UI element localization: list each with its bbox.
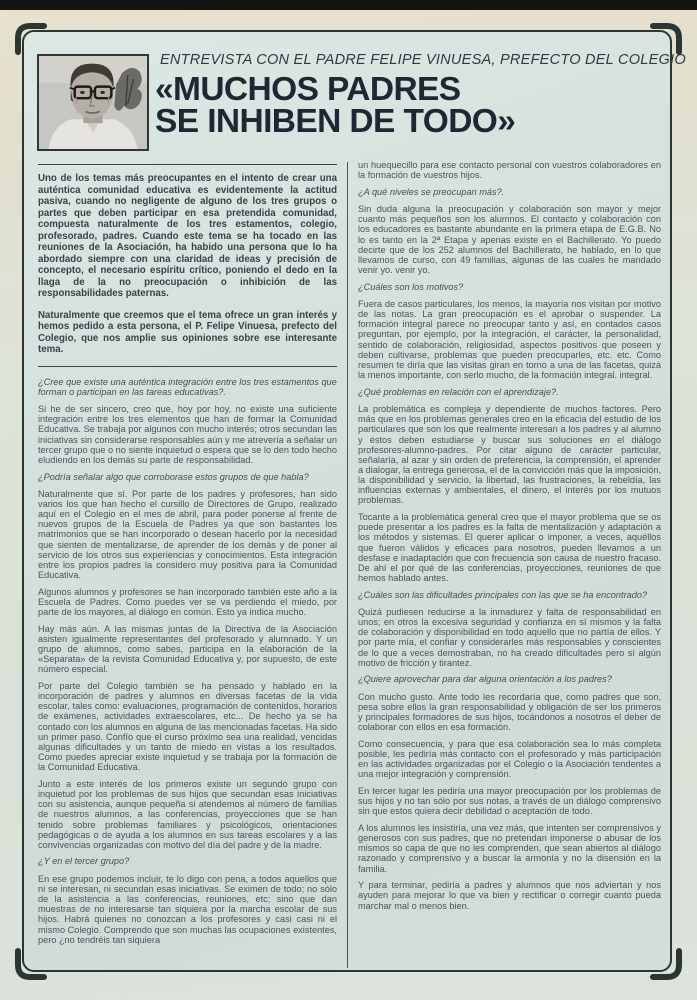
- frame-corner-ornament: [649, 22, 683, 56]
- column-divider-rule: [347, 162, 348, 968]
- interview-answer: un huequecillo para ese contacto personal con vuestros colaboradores en la formación de vuestros hijos.: [358, 160, 661, 181]
- interview-answer: Como consecuencia, y para que esa colaboración sea lo más completa posible, les pediría más contacto con el profesorado y más participación en las actividades organizadas por el Colegio o la Asociación tendentes a una mejor integración y comprensión.: [358, 738, 661, 780]
- interview-answer: Sin duda alguna la preocupación y colaboración son mayor y mejor cuanto más pequeños son los alumnos. El contacto y colaboración con los educadores es bastante abundante en la primera etapa de E.G.B. No lo es tanto en la 2ª Etapa y apenas existe en el Bachillerato. Yo puedo decirte que de los 252 alumnos del Bachillerato, he hablado, en lo que llevamos de curso, con 49 familias, algunas de las cuales he mandado venir yo. venir yo.: [358, 204, 661, 276]
- interview-answer: Quizá pudiesen reducirse a la inmadurez y falta de responsabilidad en unos; en otros la excesiva seguridad y confianza en sí mismos y la falta de colaboración y disponibilidad en todo aquello que no partía de ellos. Y por parte mía, el confiar y considerarles más responsables y conscientes de lo que a veces demostraban, no ha creado dificultades pero sí algún motivo de fricción y tirantez.: [358, 607, 661, 668]
- interview-answer: La problemática es compleja y dependiente de muchos factores. Pero más que en los problemas generales creo en la eficacia del estudio de los particulares que son los que realmente interesan a los padres y al alumno y éstos deben estudiarse y buscar sus soluciones en el diálogo profesores-alumno-padres. Por citar alguno de carácter particular, señalaría, al azar y sin orden de preferencia, la comprensión, el aprender a dialogar, la entrega generosa, el de la convicción más que la imposición, la disponibilidad y servicio, la libertad, las frustraciones, la rebeldía, las influencias externas y ambientales, el dinero, el interés por los mutuos problemas.: [358, 404, 661, 506]
- intro-bottom-rule: [38, 366, 337, 367]
- interview-question: ¿Cuáles son las dificultades principales con las que se ha encontrado?: [358, 589, 648, 600]
- interview-answer: En tercer lugar les pediría una mayor preocupación por los problemas de sus hijos y no tan sólo por sus notas, a través de un diálogo comprensivo sin que estos quiera decir debilidad o aceptación de todo.: [358, 785, 661, 817]
- interview-answer: Hay más aún. A las mismas juntas de la Directiva de la Asociación asisten igualmente representantes del profesorado y alumnado. Y un grupo de alumnos, como sabes, participa en la elaboración de la «Separata» de la revista Comunidad Educativa y, por supuesto, de este número especial.: [38, 623, 337, 675]
- interview-answer: Con mucho gusto. Ante todo les recordaría que, como padres que son, pesa sobre ellos la gran responsabilidad y obligación de ser los primeros y principales formadores de sus hijos, tocándonos a nosotros el deber de colaborar con ellos en esa formación.: [358, 691, 661, 733]
- interview-answer: Fuera de casos particulares, los menos, la mayoría nos visitan por motivo de las notas. La gran preocupación es el aprobar o suspender. La formación integral parece no preocupar tanto y así, en contados casos preguntan, por ejemplo, por la integración, el carácter, la personalidad, sentido de colaboración, religiosidad, aspectos positivos que poseen y deben cultivarse, problemas que pueden preocuparles, etc. etc. Como resumen te diría que las visitas giran en torno a una de las facetas, quizá la menos importante, con serlo mucho, de la formación integral. integral.: [358, 299, 661, 381]
- interview-answer: En ese grupo podemos incluir, te lo digo con pena, a todos aquellos que ni se interesan, ni secundan esas iniciativas. Se eximen de todo; no sólo de la asistencia a las conferencias, reuniones, etc; sino que dan muestras de no interesarse tan siquiera por la marcha escolar de sus hijos. Habrá quienes no conozcan a los profesores y casi casi ni el mismo Colegio. Comprendo que son muchas las ocupaciones existentes, pero ¿no tendréis tan siquiera: [38, 873, 337, 945]
- interview-question: ¿Qué problemas en relación con el aprendizaje?.: [358, 386, 559, 397]
- interview-answer: Por parte del Colegio también se ha pensado y hablado en la incorporación de padres y alumnos en diversas facetas de la vida escolar, tales como: evaluaciones, programación de contenidos, horarios de exámenes, actividades extraescolares, etc... De hecho ya se ha contado con los alumnos en alguna de las mencionadas facetas. Ha sido un primer paso. Confío que el curso próximo sea una realidad, vencidas algunas dificultades y un tanto de miedo en vistas a los resultados. Como puedes apreciar existe inquietud y se trabaja por la formación de la Comunidad Educativa.: [38, 680, 337, 773]
- intro-paragraph: Naturalmente que creemos que el tema ofrece un gran interés y hemos pedido a esta persona, el P. Felipe Vinuesa, prefecto del Colegio, que nos amplie sus opiniones sobre ese interesante tema.: [38, 309, 337, 355]
- interview-answer: A los alumnos les insistiría, una vez más, que intenten ser comprensivos y generosos con sus padres, que no pretendan imponerse o abusar de los mismos so capa de que no les comprenden, que sean abiertos al diálogo razonado y comprensivo y a buscar la armonía y no la disensión en la familia.: [358, 822, 661, 874]
- intro-top-rule: [38, 164, 337, 165]
- interview-answer: Tocante a la problemática general creo que el mayor problema que se os puede presentar a los padres es la falta de mentalización y adaptación a los métodos y sistemas. El querer aplicar o imponer, a veces, aquéllos que fueron válidos y eficaces para nosotros, pueden llevarnos a un desfase e inadaptación que con frecuencia son causa de nuestro fracaso. De ahí el por qué de las conferencias, proyecciones, reuniones de que hemos hablado antes.: [358, 512, 661, 584]
- scan-edge-bar: [0, 0, 697, 10]
- interview-question: ¿Y en el tercer grupo?: [38, 856, 130, 867]
- interview-answer: Junto a este interés de los primeros existe un segundo grupo con inquietud por los problemas de sus hijos que secundan esas iniciativas con su asistencia, aunque pequeña si atendemos al número de familias de nuestros alumnos, a las conferencias, proyecciones que se han tenido sobre problemas familiares y psicológicos, orientaciones pedagógicas o de ayuda a los alumnos en sus tareas escolares y a las convivencias organizadas con motivo del día del padre y de la madre.: [38, 778, 337, 850]
- interview-answer: Si he de ser sincero, creo que, hoy por hoy, no existe una suficiente integración entre los tres elementos que han de formar la Comunidad Educativa. Se trabaja por algunos con mucho interés; otros secundan las iniciativas sin considerarse responsables aún y me atrevería a señalar un tercer grupo que o no siente inquietud o espera que se lo den todo hecho eludiendo en los demás su parte de responsabilidad.: [38, 404, 337, 465]
- headline-line-2: SE INHIBEN DE TODO»: [155, 103, 516, 140]
- interview-answer: Y para terminar, pediría a padres y alumnos que nos adviertan y nos ayuden para mejorar lo que va bien y rectificar o corregir cuanto pueda marchar mal o menos bien.: [358, 880, 661, 911]
- interview-question: ¿Cree que existe una auténtica integración entre los tres estamentos que forman o participan en las tareas educativas?.: [38, 376, 337, 397]
- article-body: [38, 160, 662, 970]
- headline-line-1: «MUCHOS PADRES: [155, 71, 461, 108]
- interview-answer: Algunos alumnos y profesores se han incorporado también este año a la Escuela de Padres. Como puedes ver se va perdiendo el miedo, por parte de los mayores, al diálogo en común. Esto ya indica mucho.: [38, 586, 337, 618]
- interview-answer: Naturalmente que sí. Por parte de los padres y profesores, han sido varios los que han hecho el cursillo de Directores de Grupo, realizado aquí en el Colegio en el mes de abril, para poder ponerse al frente de nuevos grupos de la Escuela de Padres ya que son bastantes los matrimonios que se han incorporado o desean hacerlo por la necesidad que sienten de mentalizarse, de aprender de los demás y de poner al servicio de los otros sus experiencias y conocimientos. Esta integración entre los propios padres la considero muy positiva para la Comunidad Educativa.: [38, 488, 337, 581]
- interviewee-portrait-photo: [37, 54, 149, 151]
- intro-paragraph: Uno de los temas más preocupantes en el intento de crear una auténtica comunidad educativa es evidentemente la actitud pasiva, cuando no negligente de alguno de los tres grupos o partes que deben participar en esa pretendida comunidad, compuesta naturalmente de los tres estamentos, colegio, profesorado, padres. Cuando este tema se ha tocado en las reuniones de la Asociación, ha habido una persona que lo ha abordado siempre con una claridad de ideas y precisión de concepto, el necesario espíritu crítico, poniendo el dedo en la llaga de la no preocupación o inhibición de las responsabilidades paternas.: [38, 173, 337, 299]
- article-kicker: ENTREVISTA CON EL PADRE FELIPE VINUESA, PREFECTO DEL COLEGIO: [160, 52, 686, 68]
- left-column: [38, 160, 337, 970]
- interview-question: ¿Quiere aprovechar para dar alguna orientación a los padres?: [358, 674, 612, 685]
- frame-corner-ornament: [14, 22, 48, 56]
- article-headline: [155, 71, 665, 140]
- interview-question: ¿A qué niveles se preocupan más?.: [358, 186, 505, 197]
- interview-question: ¿Cuáles son los motivos?: [358, 281, 464, 292]
- left-column-text: [38, 377, 337, 945]
- interview-question: ¿Podría señalar algo que corroborase estos grupos de que habla?: [38, 471, 309, 482]
- intro-lead: [38, 173, 337, 356]
- portrait-illustration: [39, 56, 147, 149]
- right-column: [358, 160, 661, 970]
